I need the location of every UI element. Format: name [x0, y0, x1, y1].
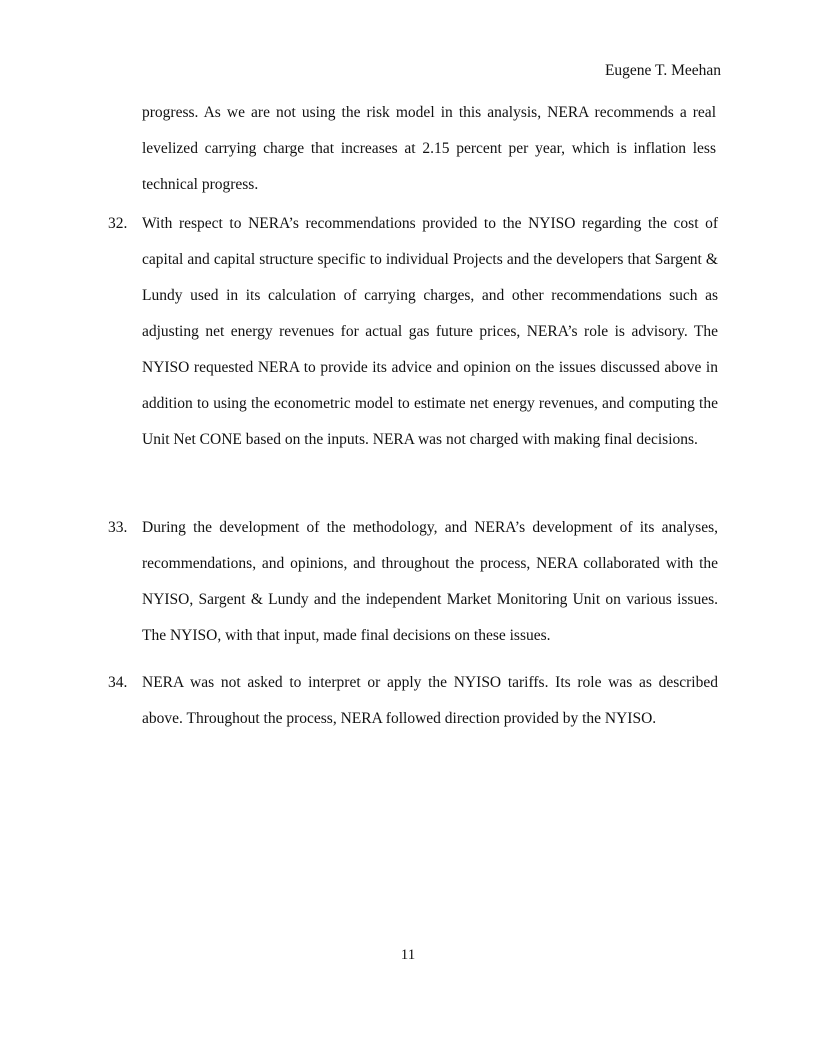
paragraph-number: 33. — [108, 519, 128, 536]
paragraph-text: NERA was not asked to interpret or apply the NYISO tariffs. Its role was as described above. Throughout the process, NERA followed direction provided by the NYISO. — [142, 674, 718, 727]
header-author-name: Eugene T. Meehan — [604, 62, 721, 79]
paragraph-text: During the development of the methodology, and NERA’s development of its analyses, recommendations, and opinions, and throughout the process, NERA collaborated with the NYISO, Sargent & Lundy and the independent Market Monitoring Unit on various issues. The NYISO, with that input, made final decisions on these issues. — [142, 519, 718, 644]
paragraph-number: 34. — [108, 674, 128, 691]
page-number: 11 — [400, 947, 416, 963]
numbered-paragraph-33 — [108, 510, 718, 654]
numbered-paragraph-32 — [108, 206, 718, 458]
numbered-paragraph-34 — [108, 665, 718, 737]
continuation-paragraph: progress. As we are not using the risk model in this analysis, NERA recommends a real levelized carrying charge that increases at 2.15 percent per year, which is inflation less technical progress. — [142, 104, 716, 193]
paragraph-text: With respect to NERA’s recommendations provided to the NYISO regarding the cost of capital and capital structure specific to individual Projects and the developers that Sargent & Lundy used in its calculation of carrying charges, and other recommendations such as adjusting net energy revenues for actual gas future prices, NERA’s role is advisory. The NYISO requested NERA to provide its advice and opinion on the issues discussed above in addition to using the econometric model to estimate net energy revenues, and computing the Unit Net CONE based on the inputs. NERA was not charged with making final decisions. — [142, 215, 718, 448]
paragraph-number: 32. — [108, 215, 128, 232]
